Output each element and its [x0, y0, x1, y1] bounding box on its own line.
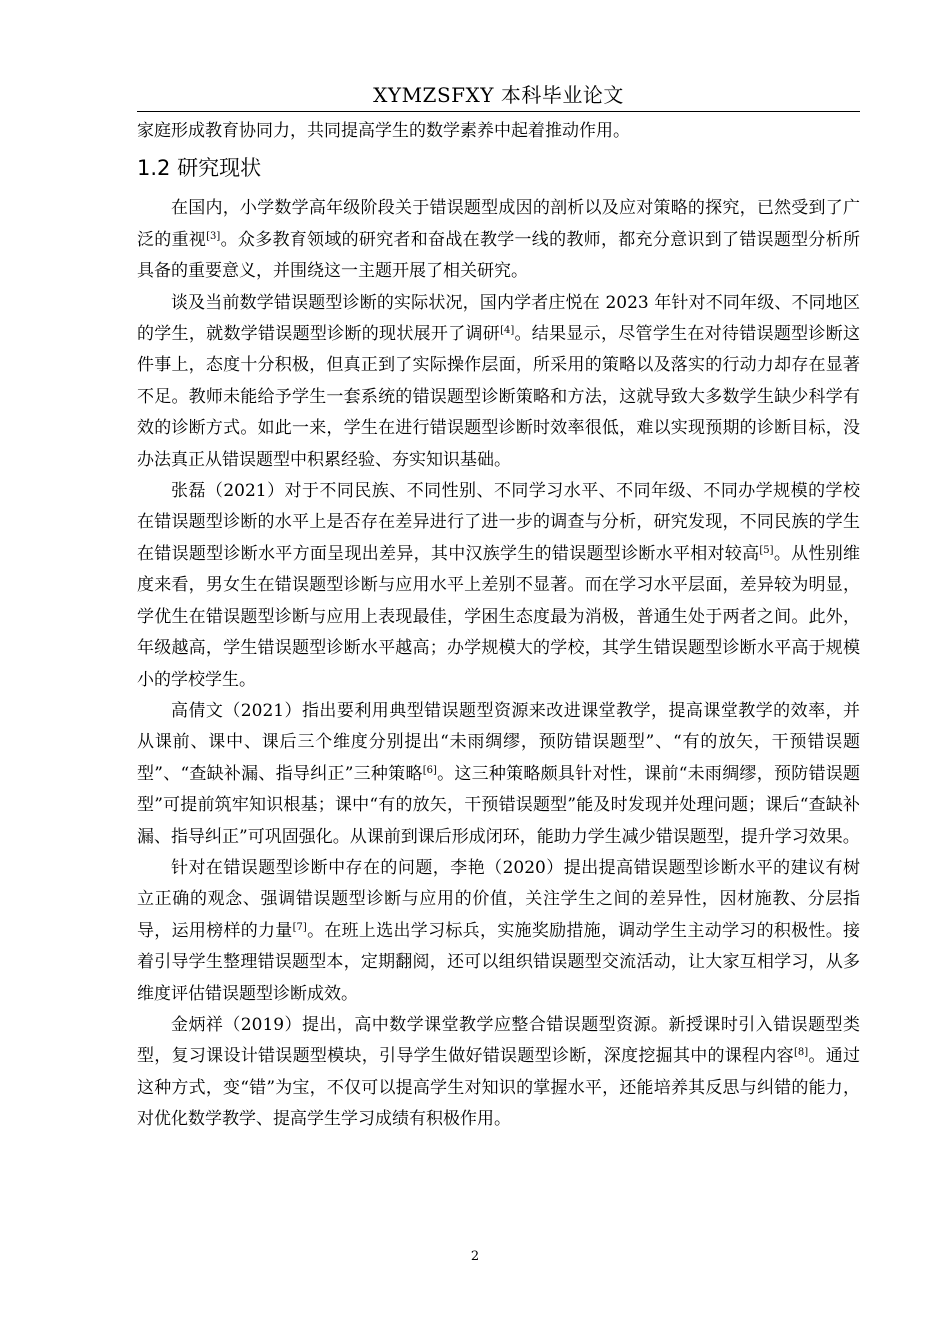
citation-ref: [5]: [759, 544, 774, 556]
paragraph-text: 。众多教育领域的研究者和奋战在教学一线的教师，都充分意识到了错误题型分析所具备的重要意义，并围绕这一主题开展了相关研究。: [137, 229, 861, 282]
page-number: 2: [470, 1249, 480, 1264]
paragraph-text: 金炳祥（2019）提出，高中数学课堂教学应整合错误题型资源。新授课时引入错误题型类型，复习课设计错误题型模块，引导学生做好错误题型诊断，深度挖掘其中的课程内容: [137, 1014, 860, 1067]
paragraph-1: [137, 193, 860, 287]
paragraph-text: 。结果显示，尽管学生在对待错误题型诊断这件事上，态度十分积极，但真正到了实际操作层面，所采用的策略以及落实的行动力却存在显著不足。教师未能给予学生一套系统的错误题型诊断策略和方法，这就导致大多数学生缺少科学有效的诊断方式。如此一来，学生在进行错误题型诊断时效率很低，难以实现预期的诊断目标，没办法真正从错误题型中积累经验、夯实知识基础。: [137, 324, 861, 470]
paragraph-5: [137, 853, 860, 1010]
paragraph-4: [137, 696, 860, 853]
paragraph-text: 谈及当前数学错误题型诊断的实际状况，国内学者庄悦在 2023 年针对不同年级、不同地区的学生，就数学错误题型诊断的现状展开了调研: [137, 292, 860, 345]
citation-ref: [7]: [292, 921, 307, 933]
section-heading: 1.2 研究现状: [137, 156, 262, 181]
paragraph-3: [137, 476, 860, 696]
citation-ref: [3]: [206, 230, 221, 242]
paragraph-text: 在国内，小学数学高年级阶段关于错误题型成因的剖析以及应对策略的探究，已然受到了广泛的重视: [137, 198, 860, 250]
paragraph-text: 张磊（2021）对于不同民族、不同性别、不同学习水平、不同年级、不同办学规模的学校在错误题型诊断的水平上是否存在差异进行了进一步的调查与分析，研究发现，不同民族的学生在错误题型诊断水平方面呈现出差异，其中汉族学生的错误题型诊断水平相对较高: [137, 481, 860, 564]
paragraph-6: [137, 1010, 860, 1136]
paragraph-text: 。这三种策略颇具针对性，课前“未雨绸缪，预防错误题型”可提前筑牢知识根基；课中“有的放矢，干预错误题型”能及时发现并处理问题；课后“查缺补漏、指导纠正”可巩固强化。从课前到课后形成闭环，能助力学生减少错误题型，提升学习效果。: [137, 763, 860, 847]
paragraph-text: 高倩文（2021）指出要利用典型错误题型资源来改进课堂教学，提高课堂教学的效率，并从课前、课中、课后三个维度分别提出“未雨绸缪，预防错误题型”、“有的放矢，干预错误题型”、“查缺补漏、指导纠正”三种策略: [137, 700, 860, 784]
header-rule: [137, 111, 860, 112]
page-body: [137, 116, 860, 1136]
citation-ref: [6]: [422, 764, 437, 776]
running-header: XYMZSFXY 本科毕业论文: [373, 83, 624, 107]
paragraph-text: 针对在错误题型诊断中存在的问题，李艳（2020）提出提高错误题型诊断水平的建议有树立正确的观念、强调错误题型诊断与应用的价值，关注学生之间的差异性，因材施教、分层指导，运用榜样的力量: [137, 857, 860, 941]
paragraph-2: [137, 288, 860, 476]
paragraph-text: 。通过这种方式，变“错”为宝，不仅可以提高学生对知识的掌握水平，还能培养其反思与纠错的能力，对优化数学教学、提高学生学习成绩有积极作用。: [137, 1046, 861, 1130]
paragraph-continuation: 家庭形成教育协同力，共同提高学生的数学素养中起着推动作用。: [137, 121, 630, 141]
paragraph-text: 。从性别维度来看，男女生在错误题型诊断与应用水平上差别不显著。而在学习水平层面，差异较为明显，学优生在错误题型诊断与应用上表现最佳，学困生态度最为消极，普通生处于两者之间。此外，年级越高，学生错误题型诊断水平越高；办学规模大的学校，其学生错误题型诊断水平高于规模小的学校学生。: [137, 543, 861, 690]
citation-ref: [4]: [500, 325, 515, 337]
citation-ref: [8]: [793, 1047, 809, 1059]
paragraph-text: 。在班上选出学习标兵，实施奖励措施，调动学生主动学习的积极性。接着引导学生整理错误题型本，定期翻阅，还可以组织错误题型交流活动，让大家互相学习，从多维度评估错误题型诊断成效。: [137, 920, 861, 1004]
